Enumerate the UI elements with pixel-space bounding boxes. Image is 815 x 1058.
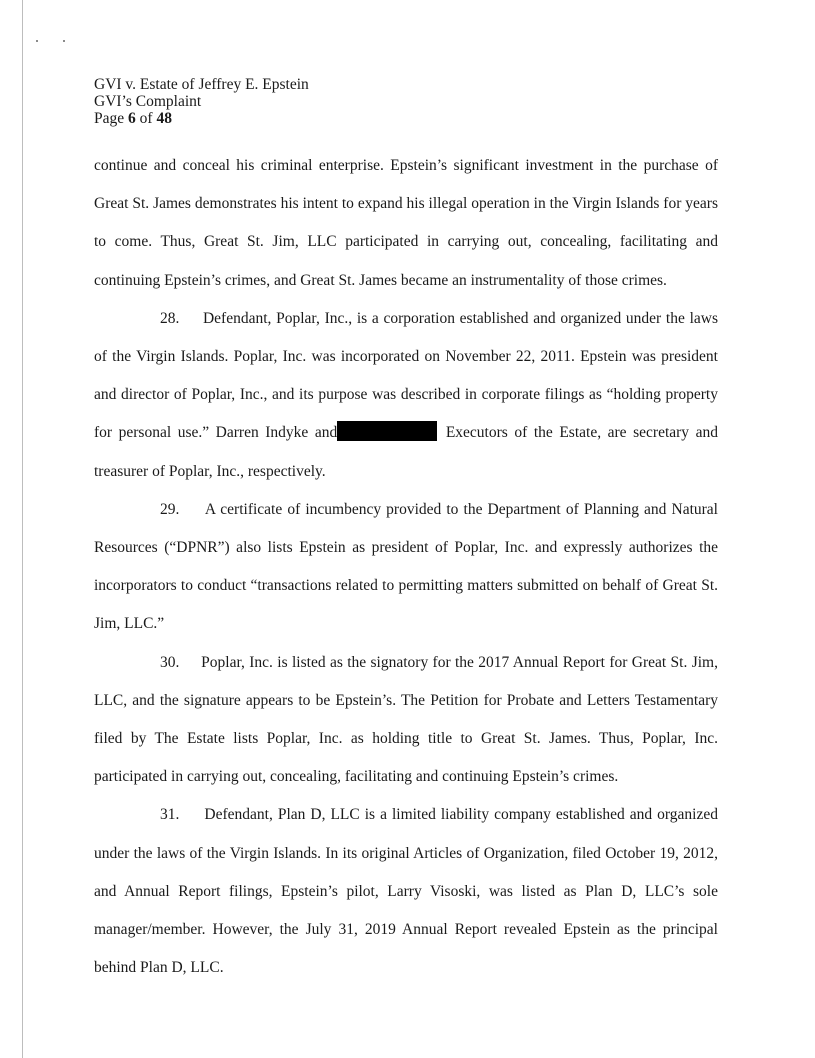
scan-edge-line	[22, 0, 23, 1058]
paragraph-29: 29. A certificate of incumbency provided to the Department of Planning and Natural Resources (“DPNR”) also lists Epstein as president of Poplar, Inc. and expressly authorizes the incorporators to conduct “transactions related to permitting matters submitted on behalf of Great St. Jim, LLC.”	[94, 500, 718, 633]
scan-speck	[36, 40, 38, 42]
paragraph-30: 30. Poplar, Inc. is listed as the signatory for the 2017 Annual Report for Great St. Jim, LLC, and the signature appears to be Epstein’s. The Petition for Probate and Letters Testamentary filed by The Estate lists Poplar, Inc. as holding title to Great St. James. Thus, Poplar, Inc. participated in carrying out, concealing, facilitating and continuing Epstein’s crimes.	[94, 653, 718, 786]
paragraph-continuation: continue and conceal his criminal enterprise. Epstein’s significant investment in the purchase of Great St. James demonstrates his intent to expand his illegal operation in the Virgin Islands for years to come. Thus, Great St. Jim, LLC participated in carrying out, concealing, facilitating and continuing Epstein’s crimes, and Great St. James became an instrumentality of those crimes.	[94, 157, 718, 289]
document-title: GVI’s Complaint	[94, 93, 202, 110]
page-current: 6	[128, 110, 136, 127]
paragraph-28-text-a: 28. Defendant, Poplar, Inc., is a corporation established and organized under the laws of the Virgin Islands. Poplar, Inc. was incorporated on November 22, 2011. Epstein was president and director of Poplar, Inc., and its purpose was described in corporate filings as “holding property for personal use.” Darren Indyke and	[94, 309, 718, 442]
document-body	[94, 147, 718, 987]
scan-speck	[63, 40, 65, 42]
page-prefix: Page	[94, 110, 125, 127]
paragraph-28-text-b: Executors of the Estate, are secretary and treasurer of Poplar, Inc., respectively.	[94, 424, 718, 480]
page-of: of	[139, 110, 153, 127]
redaction-box	[337, 421, 437, 441]
page-total: 48	[156, 110, 172, 127]
paragraph-31: 31. Defendant, Plan D, LLC is a limited liability company established and organized under the laws of the Virgin Islands. In its original Articles of Organization, filed October 19, 2012, and Annual Report filings, Epstein’s pilot, Larry Visoski, was listed as Plan D, LLC’s sole manager/member. However, the July 31, 2019 Annual Report revealed Epstein as the principal behind Plan D, LLC.	[94, 806, 718, 977]
case-header	[94, 76, 309, 127]
paragraph-28	[94, 300, 718, 491]
page-indicator	[94, 110, 309, 127]
case-caption: GVI v. Estate of Jeffrey E. Epstein	[94, 76, 309, 93]
